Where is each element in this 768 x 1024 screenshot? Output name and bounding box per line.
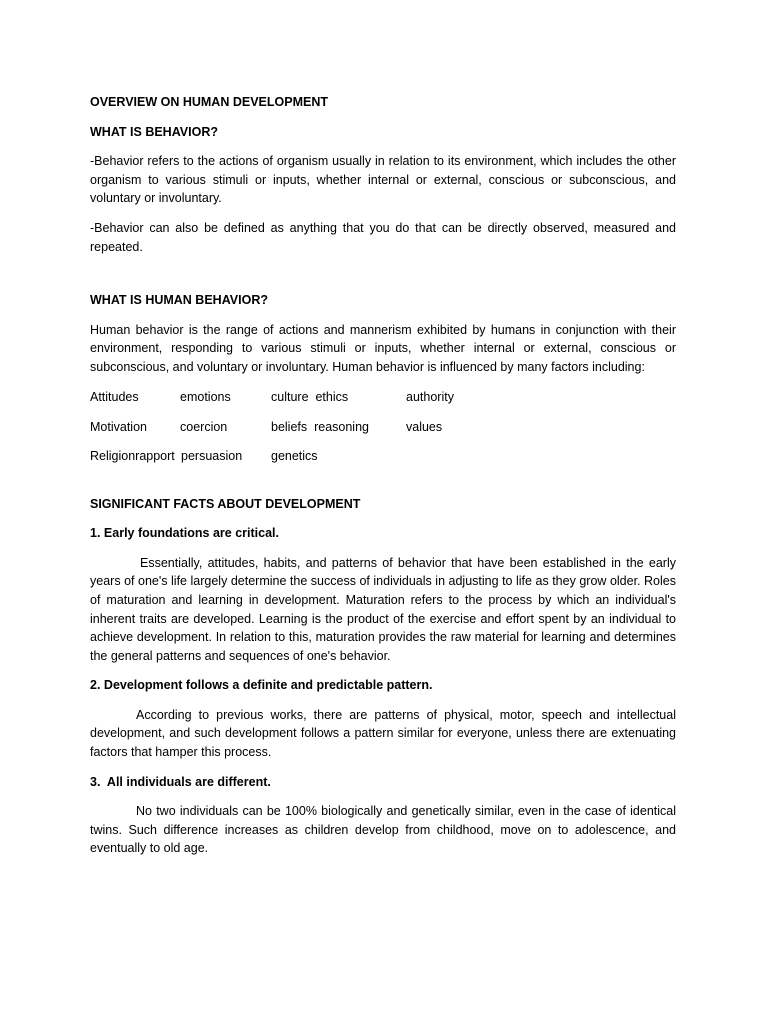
fact-body: Essentially, attitudes, habits, and patterns of behavior that have been established in the early years of one's life largely determine the success of individuals in adjusting to life as they grow older. Roles of maturation and learning in development. Maturation refers to the process by which an individual's inherent traits are developed. Learning is the product of the exercise and effort spent by an individual to achieve development. In relation to this, maturation provides the raw material for learning and determines the general patterns and sequences of one's behavior. [90, 555, 676, 663]
spacer [90, 513, 676, 524]
spacer [90, 468, 676, 495]
spacer [90, 665, 676, 676]
fact-number: 3. [90, 774, 101, 789]
spacer [90, 208, 676, 219]
behavior-alt-definition-paragraph: -Behavior can also be defined as anything that you do that can be directly observed, measured and repeated. [90, 220, 676, 254]
fact-number: 1. [90, 526, 101, 541]
spacer [90, 310, 676, 321]
spacer [90, 543, 676, 554]
fact-heading [90, 676, 676, 695]
fact-title: Early foundations are critical. [103, 526, 279, 541]
factor-item: coercion [180, 419, 228, 434]
spacer [90, 256, 676, 291]
fact-number: 2. [90, 678, 101, 693]
factor-item: Motivation [90, 419, 147, 434]
spacer [90, 762, 676, 773]
fact-body: According to previous works, there are patterns of physical, motor, speech and intellectual development, and such development follows a pattern similar for everyone, unless there are extenuating factors that hamper this process. [90, 707, 676, 760]
spacer [90, 695, 676, 706]
factor-item: Attitudes [90, 389, 139, 404]
fact-title: All individuals are different. [106, 774, 271, 789]
document-page [90, 93, 676, 858]
section-heading-human-behavior: WHAT IS HUMAN BEHAVIOR? [90, 293, 268, 308]
section-heading-behavior: WHAT IS BEHAVIOR? [90, 124, 219, 139]
fact-body: No two individuals can be 100% biologically and genetically similar, even in the case of identical twins. Such difference increases as children develop from childhood, move on to adolescence, and eventually to old age. [90, 804, 676, 856]
document-title: OVERVIEW ON HUMAN DEVELOPMENT [90, 95, 328, 109]
factor-item: values [406, 419, 443, 434]
factor-item: culture ethics [271, 389, 349, 404]
fact-title: Development follows a definite and predictable pattern. [103, 678, 433, 693]
factor-item: beliefs reasoning [271, 419, 369, 434]
section-heading-significant-facts: SIGNIFICANT FACTS ABOUT DEVELOPMENT [90, 496, 361, 511]
human-behavior-paragraph: Human behavior is the range of actions and mannerism exhibited by humans in conjunction with their environment, responding to various stimuli or inputs, whether internal or external, conscious or subconscious, and voluntary or involuntary. Human behavior is influenced by many factors including: [90, 322, 676, 374]
fact-heading [90, 524, 676, 543]
spacer [90, 377, 676, 388]
factor-item: authority [406, 389, 454, 404]
factor-item: emotions [180, 389, 231, 404]
fact-heading [90, 773, 676, 792]
factor-item: persuasion [181, 448, 243, 463]
spacer [90, 141, 676, 152]
behavior-definition-paragraph: -Behavior refers to the actions of organism usually in relation to its environment, which includes the other organism to various stimuli or inputs, whether internal or external, conscious or subconscious, and voluntary or involuntary. [90, 154, 676, 206]
factor-item: Religionrapport [90, 448, 175, 463]
spacer [90, 112, 676, 123]
factors-list [90, 388, 676, 468]
spacer [90, 791, 676, 802]
factor-item: genetics [271, 448, 318, 463]
